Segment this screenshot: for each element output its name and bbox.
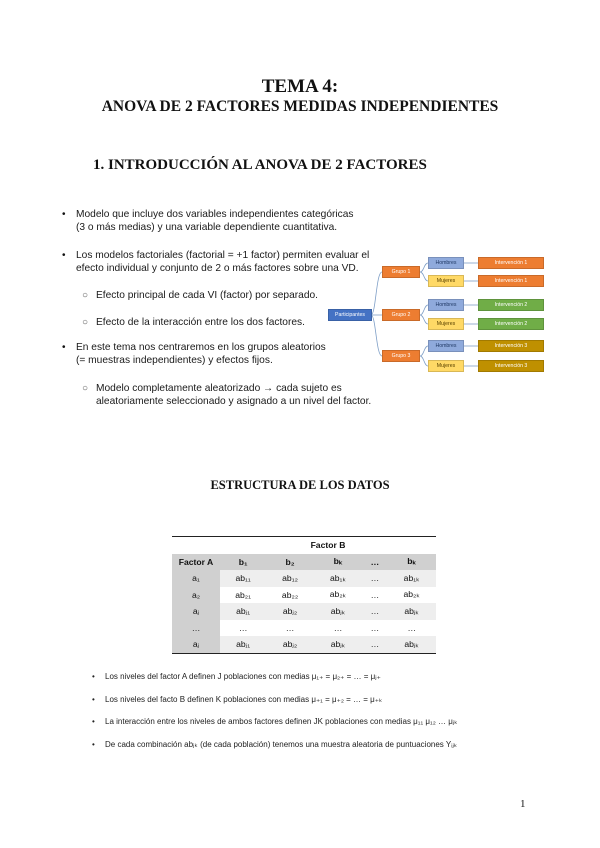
- table-cell: …: [266, 620, 314, 637]
- page-subtitle: ANOVA DE 2 FACTORES MEDIDAS INDEPENDIENTES: [101, 98, 499, 115]
- table-cell: abⱼ₁: [220, 603, 266, 620]
- column-header: bₖ: [387, 554, 436, 571]
- bullet-2: [76, 249, 369, 275]
- factor-b-header: Factor B: [220, 537, 436, 554]
- table-cell: …: [220, 620, 266, 637]
- node-mujeres-2: Mujeres: [428, 318, 464, 330]
- bullet-3-line-2: (= muestras independientes) y efectos fijos.: [76, 355, 273, 366]
- row-label: a₂: [172, 587, 220, 604]
- table-cell: ab₁₂: [266, 570, 314, 587]
- table-cell: ab₂ₖ: [314, 587, 363, 604]
- row-label: aⱼ: [172, 636, 220, 653]
- bullet-3: [76, 341, 326, 367]
- table-cell: abⱼₖ: [314, 636, 363, 653]
- row-label: aⱼ: [172, 603, 220, 620]
- node-grupo-2: Grupo 2: [382, 309, 420, 321]
- table-cell: ab₂₁: [220, 587, 266, 604]
- structure-title: ESTRUCTURA DE LOS DATOS: [210, 478, 390, 492]
- note-4: De cada combinación abⱼₖ (de cada población) tenemos una muestra aleatoria de puntuaciones Yᵢⱼₖ: [105, 740, 458, 749]
- table-row: [172, 636, 436, 653]
- table-cell: …: [387, 620, 436, 637]
- table-cell: abⱼₖ: [387, 603, 436, 620]
- table-cell: …: [362, 603, 387, 620]
- node-grupo-3: Grupo 3: [382, 350, 420, 362]
- bullet-1-line-2: (3 o más medias) y una variable dependiente cuantitativa.: [76, 222, 338, 233]
- sub-bullet-circle: ○: [82, 317, 89, 328]
- bullet-dot: •: [62, 342, 66, 353]
- node-intervencion-1a: Intervención 1: [478, 257, 544, 269]
- node-intervencion-2b: Intervención 2: [478, 318, 544, 330]
- sub-bullet-circle: ○: [82, 383, 89, 394]
- table-row: [172, 570, 436, 587]
- note-3: La interacción entre los niveles de ambos factores definen JK poblaciones con medias μ₁₁ μ₁₂ … μⱼₖ: [105, 717, 458, 726]
- table-cell: abⱼₖ: [387, 636, 436, 653]
- bullet-1-line-1: Modelo que incluye dos variables independientes categóricas: [76, 209, 354, 220]
- note-bullet: •: [92, 672, 95, 681]
- note-bullet: •: [92, 695, 95, 704]
- bullet-2-line-2: efecto individual y conjunto de 2 o más factores sobre una VD.: [76, 263, 359, 274]
- node-hombres-2: Hombres: [428, 299, 464, 311]
- page-number: 1: [520, 798, 526, 810]
- design-tree-diagram: [328, 250, 568, 382]
- table-cell: abⱼ₂: [266, 603, 314, 620]
- sub-bullet-3-line-2: aleatoriamente seleccionado y asignado a un nivel del factor.: [96, 396, 372, 407]
- table-cell: ab₁₁: [220, 570, 266, 587]
- bullet-3-line-1: En este tema nos centraremos en los grupos aleatorios: [76, 342, 326, 353]
- column-header: …: [362, 554, 387, 571]
- table-cell: …: [362, 620, 387, 637]
- table-cell: abⱼₖ: [314, 603, 363, 620]
- section-heading: 1. INTRODUCCIÓN AL ANOVA DE 2 FACTORES: [93, 157, 427, 173]
- bullet-dot: •: [62, 250, 66, 261]
- node-mujeres-1: Mujeres: [428, 275, 464, 287]
- row-label: …: [172, 620, 220, 637]
- note-2: Los niveles del facto B definen K poblaciones con medias μ₊₁ = μ₊₂ = … = μ₊ₖ: [105, 695, 383, 704]
- note-bullet: •: [92, 717, 95, 726]
- data-structure-table: [172, 536, 436, 654]
- note-bullet: •: [92, 740, 95, 749]
- table-cell: ab₂₂: [266, 587, 314, 604]
- table-cell: abⱼ₂: [266, 636, 314, 653]
- bullet-2-line-1: Los modelos factoriales (factorial = +1 factor) permiten evaluar el: [76, 250, 370, 261]
- table-cell: …: [314, 620, 363, 637]
- table-corner: [172, 537, 220, 554]
- bullet-dot: •: [62, 209, 66, 220]
- bullet-1: [76, 208, 354, 234]
- row-label: a₁: [172, 570, 220, 587]
- factor-a-header: Factor A: [172, 554, 220, 571]
- node-mujeres-3: Mujeres: [428, 360, 464, 372]
- table-cell: abⱼ₁: [220, 636, 266, 653]
- table-cell: …: [362, 570, 387, 587]
- table-row: [172, 587, 436, 604]
- column-header: bₖ: [314, 554, 363, 571]
- table-cell: …: [362, 636, 387, 653]
- column-header: b₂: [266, 554, 314, 571]
- table-header-row: [172, 554, 436, 571]
- node-hombres-1: Hombres: [428, 257, 464, 269]
- sub-bullet-2: Efecto de la interacción entre los dos factores.: [96, 317, 305, 328]
- node-grupo-1: Grupo 1: [382, 266, 420, 278]
- note-1: Los niveles del factor A definen J poblaciones con medias μ₁₊ = μ₂₊ = … = μⱼ₊: [105, 672, 381, 681]
- node-intervencion-2a: Intervención 2: [478, 299, 544, 311]
- node-intervencion-3b: Intervención 3: [478, 360, 544, 372]
- sub-bullet-3: [96, 382, 371, 408]
- sub-bullet-3-line-1: Modelo completamente aleatorizado → cada sujeto es: [96, 383, 342, 394]
- table-row: [172, 603, 436, 620]
- table-cell: ab₁ₖ: [314, 570, 363, 587]
- node-participantes: Participantes: [328, 309, 372, 321]
- table-row: [172, 620, 436, 637]
- column-header: b₁: [220, 554, 266, 571]
- page-title: TEMA 4:: [261, 76, 339, 97]
- sub-bullet-circle: ○: [82, 290, 89, 301]
- node-hombres-3: Hombres: [428, 340, 464, 352]
- table-cell: ab₁ₖ: [387, 570, 436, 587]
- node-intervencion-1b: Intervención 1: [478, 275, 544, 287]
- table-cell: ab₂ₖ: [387, 587, 436, 604]
- table-row: [172, 537, 436, 554]
- table-cell: …: [362, 587, 387, 604]
- sub-bullet-1: Efecto principal de cada VI (factor) por separado.: [96, 290, 318, 301]
- node-intervencion-3a: Intervención 3: [478, 340, 544, 352]
